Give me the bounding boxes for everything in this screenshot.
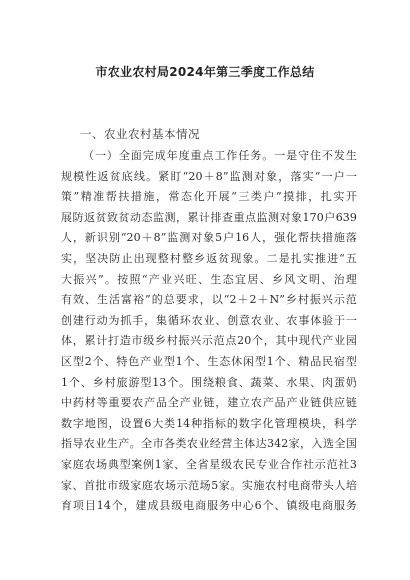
text-line: 大振兴”。按照“产业兴旺、生态宜居、乡风文明、治理 bbox=[61, 272, 357, 286]
text-line: 区型2个、特色产业型1个、生态休闲型1个、精品民宿型 bbox=[61, 354, 357, 368]
text-line: 家、首批市级家庭农场示范场5家。实施农村电商带头人培 bbox=[61, 478, 357, 492]
document-title: 市农业农村局2024年第三季度工作总结 bbox=[95, 65, 315, 79]
text-line: 中药材等重要农产品全产业链，建立农产品产业链供应链 bbox=[61, 396, 357, 410]
section-heading: 一、农业农村基本情况 bbox=[80, 127, 200, 141]
text-line: 实，坚决防止出现整村整乡返贫现象。二是扎实推进“五 bbox=[61, 251, 357, 265]
text-line: 家庭农场典型案例1家、全省星级农民专业合作社示范社3 bbox=[61, 457, 357, 471]
text-line: 策”精准帮扶措施，常态化开展“三类户”摸排，扎实开 bbox=[61, 190, 357, 204]
text-line: 有效、生活富裕”的总要求，以“2＋2＋N”乡村振兴示范 bbox=[61, 293, 357, 307]
text-line: 体，累计打造市级乡村振兴示范点20个，其中现代产业园 bbox=[61, 334, 357, 348]
text-line: 1个、乡村旅游型13个。围绕粮食、蔬菜、水果、肉蛋奶 bbox=[61, 375, 357, 389]
text-line: 育项目14个，建成县级电商服务中心6个、镇级电商服务 bbox=[61, 499, 357, 513]
text-line: 数字地图，设置6大类14种指标的数字化管理模块，科学 bbox=[61, 416, 357, 430]
body-paragraph bbox=[61, 146, 357, 517]
text-line: 创建行动为抓手，集循环农业、创意农业、农事体验于一 bbox=[61, 313, 357, 327]
text-line: （一）全面完成年度重点工作任务。一是守住不发生 bbox=[83, 149, 357, 162]
text-line: 人，新识别“20＋8”监测对象5户16人，强化帮扶措施落 bbox=[61, 231, 357, 245]
text-line: 规模性返贫底线。紧盯“20＋8”监测对象，落实“一户一 bbox=[61, 169, 357, 183]
text-line: 展防返贫致贫动态监测，累计排查重点监测对象170户639 bbox=[61, 210, 357, 224]
text-line: 指导农业生产。全市各类农业经营主体达342家，入选全国 bbox=[61, 437, 357, 451]
